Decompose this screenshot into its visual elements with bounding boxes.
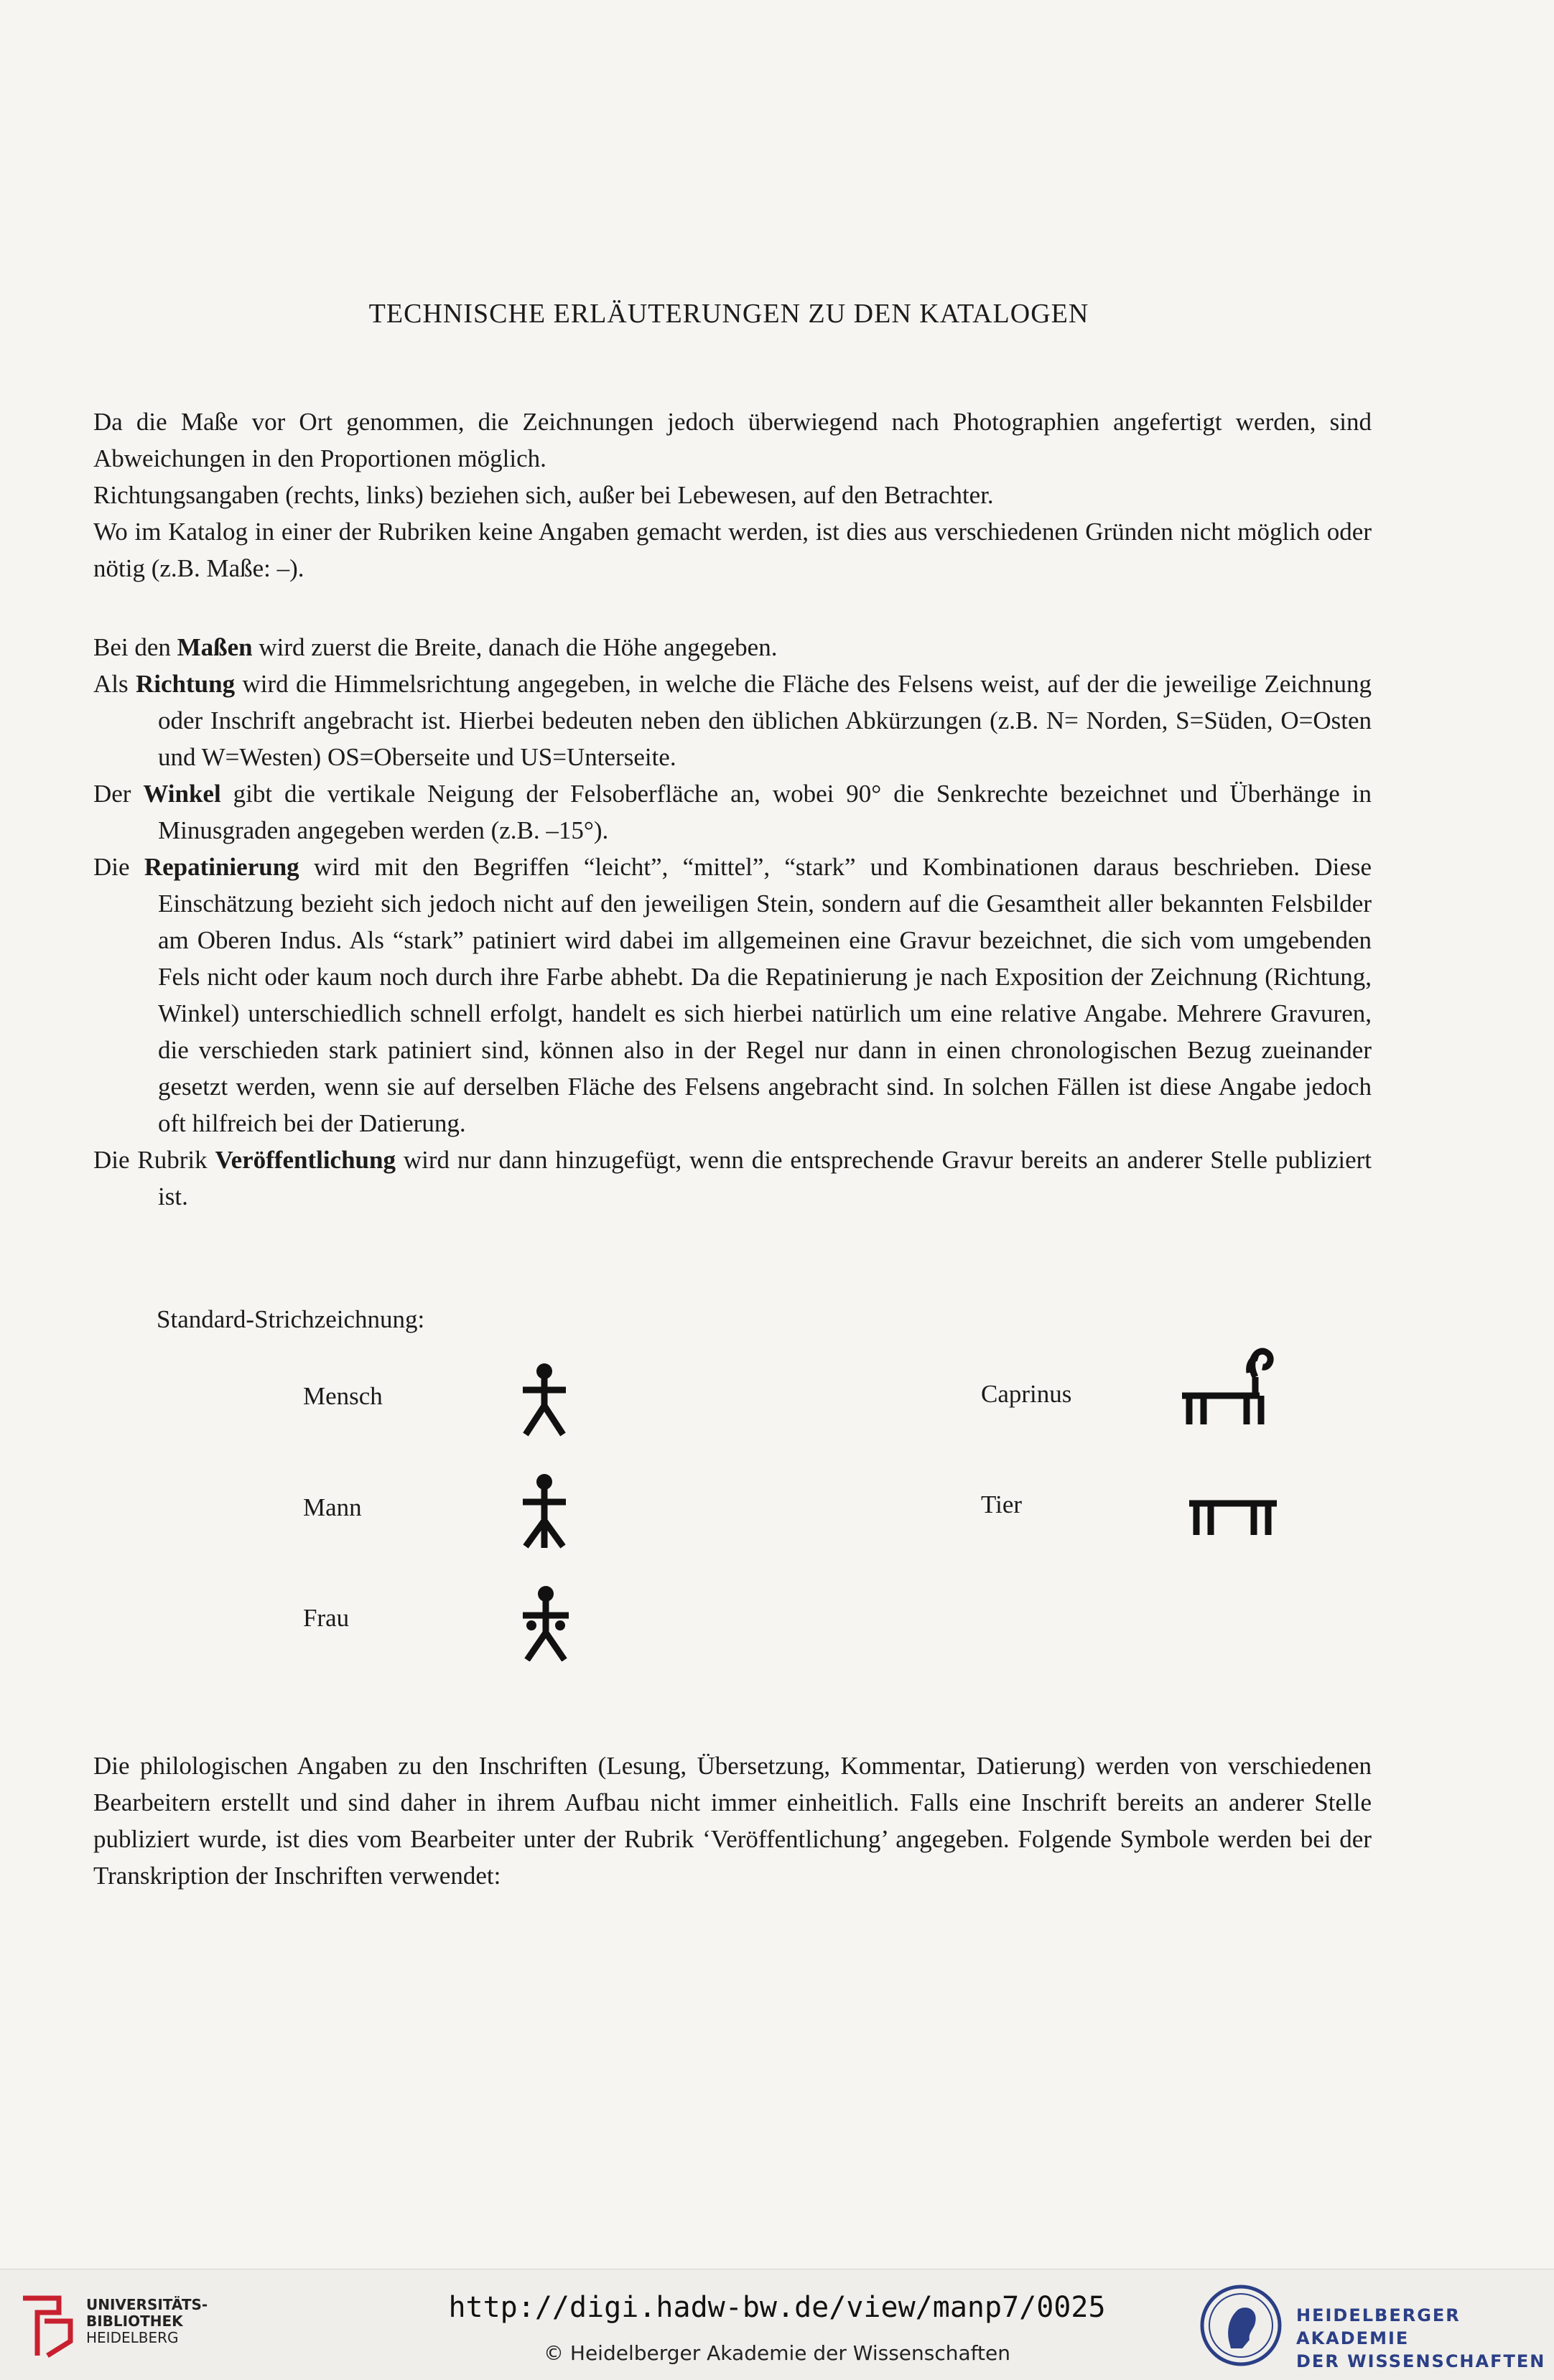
document-url-link[interactable]: http://digi.hadw-bw.de/view/manp7/0025 (448, 2291, 1106, 2324)
page-title: TECHNISCHE ERLÄUTERUNGEN ZU DEN KATALOGEN (368, 299, 1089, 329)
rubric-richtung (93, 666, 1372, 775)
academy-line: DER WISSENSCHAFTEN (1296, 2351, 1546, 2371)
rubric-section (93, 629, 1372, 1215)
animal-icon (1186, 1496, 1280, 1536)
symbol-label-frau: Frau (303, 1604, 350, 1632)
man-stick-figure-icon (516, 1473, 573, 1549)
rubric-prefix: Als (93, 670, 136, 698)
rubric-term: Repatinierung (144, 853, 299, 881)
rubric-term: Veröffentlichung (215, 1146, 396, 1174)
academy-seal-icon[interactable] (1198, 2282, 1284, 2369)
symbol-label-tier: Tier (981, 1490, 1023, 1518)
footer-bar (0, 2269, 1554, 2380)
rubric-repatinierung (93, 849, 1372, 1142)
human-stick-figure-icon (516, 1363, 573, 1437)
intro-section (93, 403, 1372, 587)
woman-stick-figure-icon (516, 1585, 576, 1661)
symbol-label-mensch: Mensch (303, 1382, 383, 1410)
symbols-heading: Standard-Strichzeichnung: (157, 1305, 425, 1333)
caprine-animal-icon (1178, 1344, 1278, 1429)
library-line: UNIVERSITÄTS- (86, 2296, 208, 2313)
rubric-text: wird nur dann hinzugefügt, wenn die entsprechende Gravur bereits an anderer Stelle publiziert ist. (158, 1146, 1372, 1210)
intro-paragraph: Da die Maße vor Ort genommen, die Zeichnungen jedoch überwiegend nach Photographien angefertigt werden, sind Abweichungen in den Proportionen möglich. (93, 408, 1372, 472)
symbol-label-caprinus: Caprinus (981, 1380, 1072, 1408)
academy-line: HEIDELBERGER AKADEMIE (1296, 2305, 1461, 2348)
rubric-prefix: Bei den (93, 633, 177, 661)
symbol-label-mann: Mann (303, 1493, 362, 1521)
intro-paragraph: Richtungsangaben (rechts, links) beziehen sich, außer bei Lebewesen, auf den Betrachter. (93, 481, 994, 509)
rubric-veroeffentlichung (93, 1142, 1372, 1215)
academy-name (1296, 2304, 1554, 2373)
copyright-notice: © Heidelberger Akademie der Wissenschaften (543, 2341, 1010, 2365)
intro-paragraph: Wo im Katalog in einer der Rubriken keine Angaben gemacht werden, ist dies aus verschiedenen Gründen nicht möglich oder nötig (z.B. Maße: –). (93, 518, 1372, 582)
rubric-prefix: Die (93, 853, 144, 881)
rubric-term: Maßen (177, 633, 253, 661)
rubric-text: gibt die vertikale Neigung der Felsoberfläche an, wobei 90° die Senkrechte bezeichnet und Überhänge in Minusgraden angegeben werden (z.B. –15°). (158, 780, 1372, 844)
rubric-term: Richtung (136, 670, 236, 698)
rubric-prefix: Der (93, 780, 144, 808)
rubric-winkel (93, 775, 1372, 849)
rubric-text: wird zuerst die Breite, danach die Höhe angegeben. (252, 633, 778, 661)
rubric-text: wird die Himmelsrichtung angegeben, in welche die Fläche des Felsens weist, auf der die jeweilige Zeichnung oder Inschrift angebracht ist. Hierbei bedeuten neben den üblichen Abkürzungen (z.B. N= Norden, S=Süden, O=Osten und W=Westen) OS=Oberseite und US=Unterseite. (158, 670, 1372, 771)
rubric-text: wird mit den Begriffen “leicht”, “mittel”, “stark” und Kombinationen daraus beschrieben. Diese Einschätzung bezieht sich jedoch nicht auf den jeweiligen Stein, sondern auf die Gesamtheit aller bekannten Felsbilder am Oberen Indus. Als “stark” patiniert wird dabei im allgemeinen eine Gravur bezeichnet, die sich vom umgebenden Fels nicht oder kaum noch durch ihre Farbe abhebt. Da die Repatinierung je nach Exposition der Zeichnung (Richtung, Winkel) unterschiedlich schnell erfolgt, handelt es sich hierbei natürlich um eine relative Angabe. Mehrere Gravuren, die verschieden stark patiniert sind, können also in der Regel nur dann in einen chronologischen Bezug zueinander gesetzt werden, wenn sie auf derselben Fläche des Felsens angebracht sind. In solchen Fällen ist diese Angabe jedoch oft hilfreich bei der Datierung. (158, 853, 1372, 1137)
rubric-prefix: Die Rubrik (93, 1146, 215, 1174)
closing-section (93, 1747, 1372, 1894)
library-line: BIBLIOTHEK (86, 2313, 183, 2330)
library-line: HEIDELBERG (86, 2329, 179, 2346)
rubric-masse (93, 629, 1372, 666)
rubric-term: Winkel (143, 780, 221, 808)
closing-paragraph: Die philologischen Angaben zu den Inschriften (Lesung, Übersetzung, Kommentar, Datierung) werden von verschiedenen Bearbeitern erstellt und sind daher in ihrem Aufbau nicht immer einheitlich. Falls eine Inschrift bereits an anderer Stelle publiziert wurde, ist dies vom Bearbeiter unter der Rubrik ‘Veröffentlichung’ angegeben. Folgende Symbole werden bei der Transkription der Inschriften verwendet: (93, 1752, 1372, 1890)
